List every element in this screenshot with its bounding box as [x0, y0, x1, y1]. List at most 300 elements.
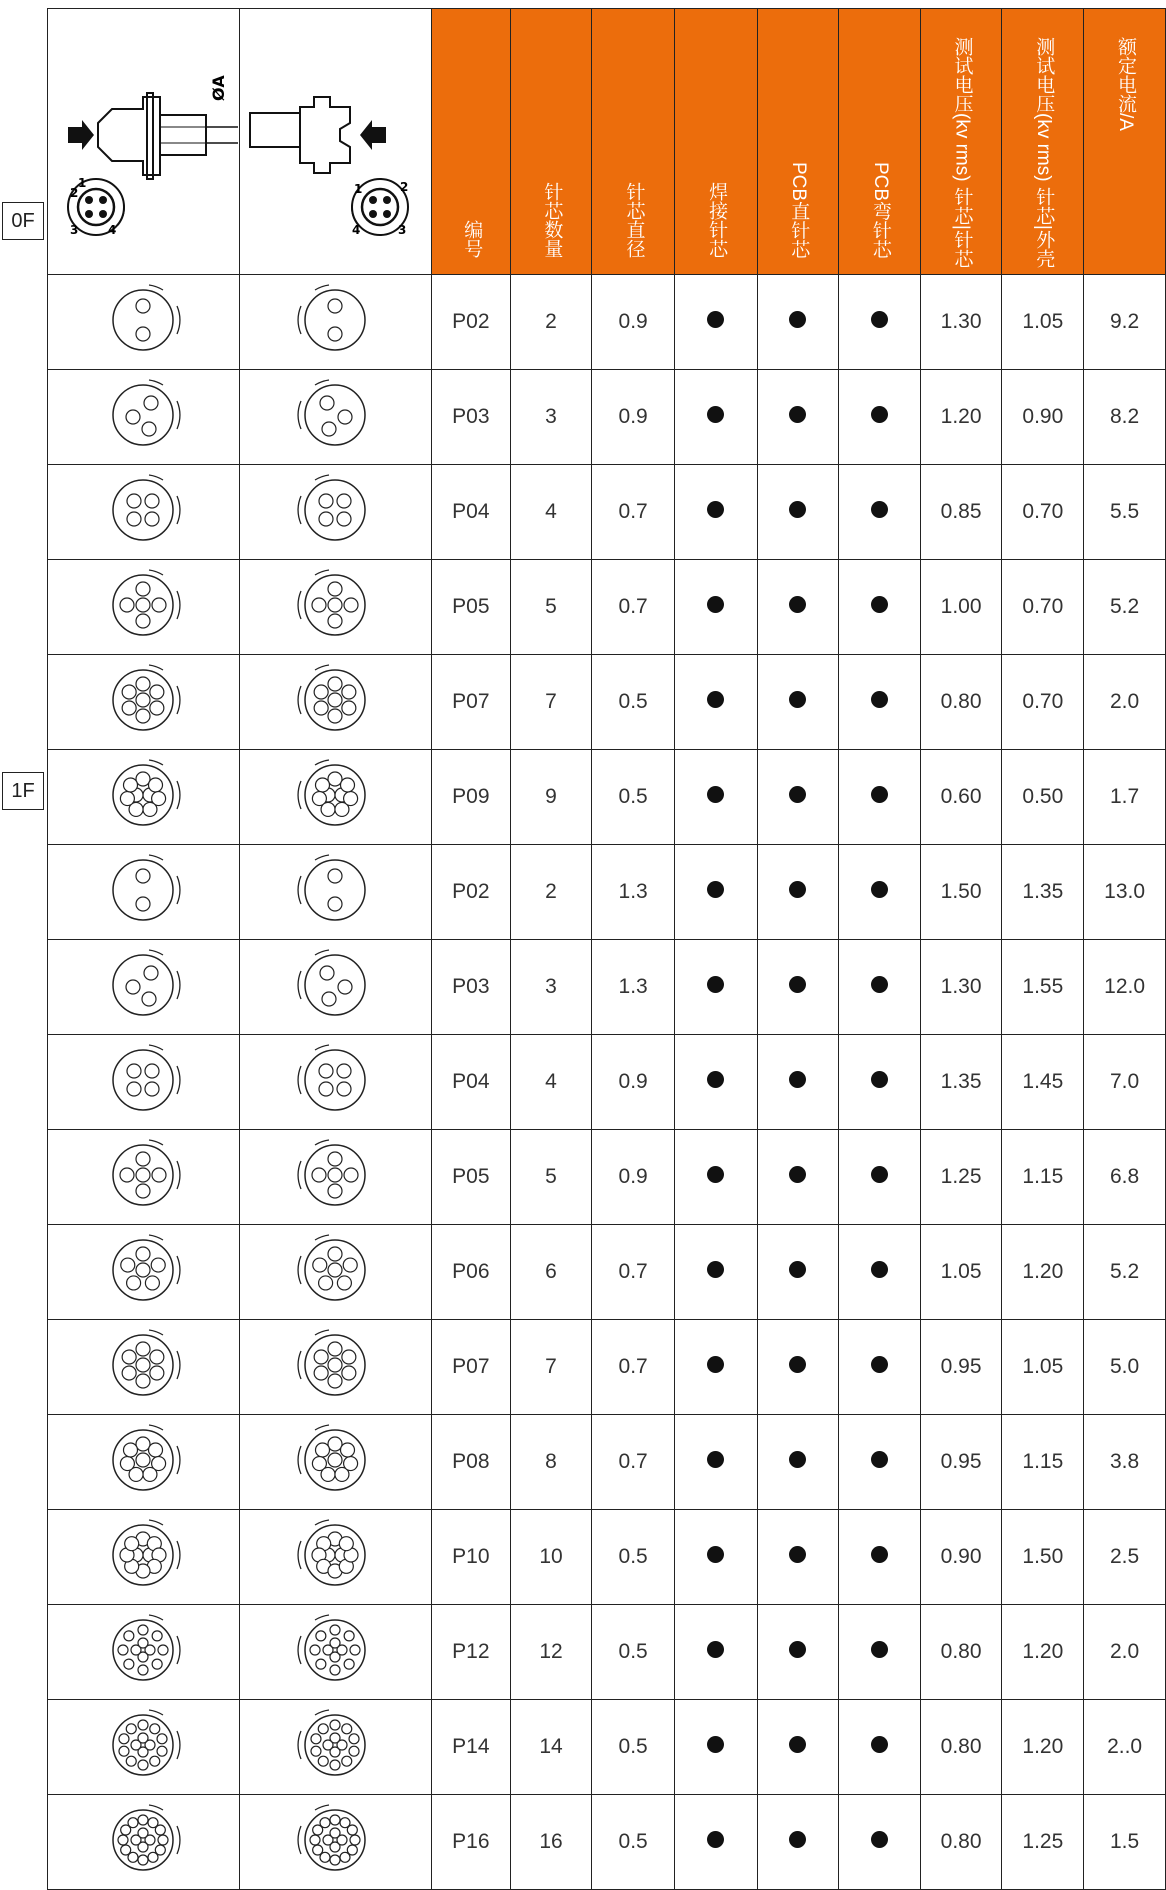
pin-layout-icon: [103, 1325, 183, 1405]
cell-value: 1.30: [940, 309, 982, 333]
male-pin-layout: [48, 274, 240, 369]
cell-solder: [674, 1414, 757, 1509]
female-pin-layout: [239, 1604, 431, 1699]
cell-voltage_pin_shell: [1002, 749, 1084, 844]
cell-code: [431, 1509, 510, 1604]
cell-solder: [674, 1319, 757, 1414]
cell-voltage_pin_shell: [1002, 844, 1084, 939]
cell-solder: [674, 1699, 757, 1794]
cell-voltage_pin_shell: [1002, 464, 1084, 559]
cell-code: [431, 654, 510, 749]
pin-layout-icon: [103, 565, 183, 645]
availability-dot: [707, 1356, 724, 1373]
cell-current: [1084, 1604, 1166, 1699]
pin-layout-icon: [295, 1800, 375, 1880]
availability-dot: [789, 1356, 806, 1373]
cell-value: 7: [545, 1354, 557, 1378]
cell-solder: [674, 1034, 757, 1129]
table-row: [48, 1509, 1166, 1604]
cell-value: 0.9: [618, 404, 648, 428]
cell-value: P05: [452, 594, 490, 618]
svg-text:1: 1: [354, 182, 363, 197]
svg-text:2: 2: [400, 180, 409, 195]
header-voltage_pin_pin: [920, 9, 1002, 275]
cell-current: [1084, 1509, 1166, 1604]
cell-pcb_bent: [839, 274, 921, 369]
cell-pcb_straight: [757, 1509, 839, 1604]
cell-current: [1084, 844, 1166, 939]
male-pin-layout: [48, 369, 240, 464]
availability-dot: [789, 596, 806, 613]
svg-text:4: 4: [108, 223, 117, 238]
cell-value: 0.5: [618, 1544, 648, 1568]
cell-pcb_bent: [839, 1699, 921, 1794]
male-pin-layout: [48, 844, 240, 939]
availability-dot: [707, 1641, 724, 1658]
cell-value: 5: [545, 1164, 557, 1188]
pin-layout-icon: [103, 945, 183, 1025]
table-row: [48, 369, 1166, 464]
cell-pcb_straight: [757, 369, 839, 464]
availability-dot: [871, 1261, 888, 1278]
cell-value: P07: [452, 1354, 490, 1378]
availability-dot: [871, 691, 888, 708]
cell-value: 2.0: [1109, 689, 1140, 713]
cell-value: 0.7: [618, 1259, 648, 1283]
svg-text:4: 4: [352, 223, 361, 238]
cell-diameter: [592, 844, 675, 939]
cell-pcb_straight: [757, 1034, 839, 1129]
pin-layout-icon: [295, 1515, 375, 1595]
cell-voltage_pin_pin: [920, 1224, 1002, 1319]
cell-value: 1.50: [1022, 1544, 1064, 1568]
cell-value: P10: [452, 1544, 490, 1568]
availability-dot: [707, 786, 724, 803]
cell-value: 1.55: [1022, 974, 1064, 998]
cell-value: P03: [452, 404, 490, 428]
availability-dot: [707, 1546, 724, 1563]
cell-code: [431, 1699, 510, 1794]
cell-diameter: [592, 464, 675, 559]
cell-value: 9: [545, 784, 557, 808]
availability-dot: [871, 1831, 888, 1848]
cell-code: [431, 1034, 510, 1129]
cell-value: P04: [452, 499, 490, 523]
pin-layout-icon: [103, 1705, 183, 1785]
cell-code: [431, 749, 510, 844]
svg-text:2: 2: [70, 186, 79, 201]
pin-layout-icon: [103, 850, 183, 930]
availability-dot: [789, 1641, 806, 1658]
cell-code: [431, 1224, 510, 1319]
cell-solder: [674, 1224, 757, 1319]
cell-voltage_pin_shell: [1002, 369, 1084, 464]
cell-diameter: [592, 939, 675, 1034]
availability-dot: [707, 311, 724, 328]
cell-value: 7: [545, 689, 557, 713]
cell-solder: [674, 1604, 757, 1699]
female-pin-layout: [239, 939, 431, 1034]
male-pin-layout: [48, 1414, 240, 1509]
cell-value: 6.8: [1109, 1164, 1140, 1188]
cell-current: [1084, 939, 1166, 1034]
table-row: [48, 654, 1166, 749]
cell-pins: [510, 1604, 592, 1699]
availability-dot: [707, 881, 724, 898]
cell-value: 1.15: [1022, 1164, 1064, 1188]
cell-value: 1.15: [1022, 1449, 1064, 1473]
cell-voltage_pin_pin: [920, 939, 1002, 1034]
pin-layout-icon: [295, 850, 375, 930]
table-row: [48, 274, 1166, 369]
cell-solder: [674, 369, 757, 464]
cell-pins: [510, 1034, 592, 1129]
cell-pins: [510, 654, 592, 749]
cell-voltage_pin_shell: [1002, 1699, 1084, 1794]
header-code: [431, 9, 510, 275]
availability-dot: [707, 596, 724, 613]
cell-value: 0.85: [940, 499, 982, 523]
cell-voltage_pin_pin: [920, 1414, 1002, 1509]
availability-dot: [707, 691, 724, 708]
cell-value: 0.5: [618, 1829, 648, 1853]
cell-voltage_pin_pin: [920, 844, 1002, 939]
cell-diameter: [592, 1509, 675, 1604]
female-pin-layout: [239, 1129, 431, 1224]
male-connector-drawing: [48, 9, 240, 275]
cell-pcb_bent: [839, 654, 921, 749]
availability-dot: [871, 881, 888, 898]
cell-value: 7.0: [1109, 1069, 1140, 1093]
male-pin-layout: [48, 749, 240, 844]
pin-layout-icon: [295, 660, 375, 740]
availability-dot: [789, 406, 806, 423]
table-row: [48, 1604, 1166, 1699]
cell-value: 0.7: [618, 1449, 648, 1473]
cell-value: 0.80: [940, 1829, 982, 1853]
cell-value: 1.00: [940, 594, 982, 618]
female-pin-layout: [239, 749, 431, 844]
cell-pins: [510, 749, 592, 844]
cell-code: [431, 1414, 510, 1509]
cell-value: 0.5: [618, 784, 648, 808]
cell-value: 12.0: [1104, 974, 1146, 998]
cell-pcb_bent: [839, 464, 921, 559]
header-pcb_bent: [839, 9, 921, 275]
availability-dot: [707, 1071, 724, 1088]
availability-dot: [871, 1641, 888, 1658]
female-socket-diagram-icon: [240, 27, 430, 251]
cell-pcb_bent: [839, 844, 921, 939]
cell-pins: [510, 1224, 592, 1319]
cell-pins: [510, 1794, 592, 1889]
table-body: [48, 274, 1166, 1889]
table-row: [48, 1699, 1166, 1794]
cell-diameter: [592, 369, 675, 464]
diameter-mark: ØA: [209, 75, 229, 102]
cell-pins: [510, 464, 592, 559]
cell-value: 1.25: [1022, 1829, 1064, 1853]
cell-value: P02: [452, 309, 490, 333]
header-label: 额定电流/A: [1114, 37, 1136, 131]
cell-value: 8: [545, 1449, 557, 1473]
cell-value: 1.05: [1022, 1354, 1064, 1378]
header-voltage_pin_shell: [1002, 9, 1084, 275]
female-pin-layout: [239, 654, 431, 749]
cell-value: 1.5: [1109, 1829, 1140, 1853]
cell-current: [1084, 1034, 1166, 1129]
pin-layout-icon: [295, 1420, 375, 1500]
header-pins: [510, 9, 592, 275]
header-label: 针芯数量: [541, 181, 563, 258]
cell-value: 1.50: [940, 879, 982, 903]
female-pin-layout: [239, 1034, 431, 1129]
header-label: 测试电压(kv rms) 针芯|针芯: [951, 37, 973, 268]
cell-diameter: [592, 1604, 675, 1699]
cell-value: 16: [539, 1829, 563, 1853]
cell-voltage_pin_shell: [1002, 939, 1084, 1034]
cell-pcb_straight: [757, 1699, 839, 1794]
cell-value: 9.2: [1109, 309, 1140, 333]
cell-pcb_bent: [839, 559, 921, 654]
cell-value: 0.5: [618, 1639, 648, 1663]
cell-current: [1084, 1414, 1166, 1509]
cell-voltage_pin_pin: [920, 1129, 1002, 1224]
cell-value: 0.9: [618, 1069, 648, 1093]
cell-value: 0.7: [618, 1354, 648, 1378]
cell-code: [431, 1129, 510, 1224]
cell-value: 0.7: [618, 499, 648, 523]
table-row: [48, 939, 1166, 1034]
male-pin-layout: [48, 1604, 240, 1699]
cell-value: P04: [452, 1069, 490, 1093]
availability-dot: [871, 786, 888, 803]
cell-value: 3: [545, 974, 557, 998]
cell-voltage_pin_pin: [920, 1604, 1002, 1699]
cell-value: 2.0: [1109, 1639, 1140, 1663]
availability-dot: [707, 1736, 724, 1753]
cell-current: [1084, 1699, 1166, 1794]
availability-dot: [789, 1831, 806, 1848]
cell-value: P06: [452, 1259, 490, 1283]
table-row: [48, 1224, 1166, 1319]
cell-voltage_pin_shell: [1002, 1319, 1084, 1414]
cell-value: 0.70: [1022, 499, 1064, 523]
cell-current: [1084, 1224, 1166, 1319]
cell-value: P03: [452, 974, 490, 998]
cell-code: [431, 939, 510, 1034]
cell-diameter: [592, 1414, 675, 1509]
cell-pcb_straight: [757, 939, 839, 1034]
series-label-0f: 0F: [2, 202, 44, 240]
cell-voltage_pin_shell: [1002, 1224, 1084, 1319]
cell-code: [431, 559, 510, 654]
header-label: 测试电压(kv rms) 针芯|外壳: [1033, 37, 1055, 268]
cell-pcb_bent: [839, 1034, 921, 1129]
female-pin-layout: [239, 1509, 431, 1604]
availability-dot: [789, 881, 806, 898]
male-pin-layout: [48, 1509, 240, 1604]
cell-pins: [510, 1699, 592, 1794]
female-connector-drawing: [239, 9, 431, 275]
cell-value: 1.35: [940, 1069, 982, 1093]
cell-code: [431, 844, 510, 939]
cell-code: [431, 274, 510, 369]
cell-value: 0.70: [1022, 689, 1064, 713]
cell-diameter: [592, 1224, 675, 1319]
cell-pcb_bent: [839, 1224, 921, 1319]
pin-layout-icon: [103, 1040, 183, 1120]
cell-solder: [674, 749, 757, 844]
cell-diameter: [592, 1699, 675, 1794]
cell-pins: [510, 1414, 592, 1509]
pin-layout-icon: [103, 280, 183, 360]
pin-layout-icon: [295, 1135, 375, 1215]
cell-diameter: [592, 274, 675, 369]
cell-pcb_bent: [839, 369, 921, 464]
table-row: [48, 1319, 1166, 1414]
cell-value: 0.60: [940, 784, 982, 808]
header-label: 焊接针芯: [706, 181, 728, 258]
header-current: [1084, 9, 1166, 275]
header-row: [48, 9, 1166, 275]
cell-value: 5.5: [1109, 499, 1140, 523]
male-pin-layout: [48, 1319, 240, 1414]
male-plug-diagram-icon: [48, 27, 238, 251]
availability-dot: [789, 1261, 806, 1278]
cell-value: 1.3: [618, 974, 648, 998]
cell-value: 1.35: [1022, 879, 1064, 903]
cell-pcb_straight: [757, 1794, 839, 1889]
cell-pcb_bent: [839, 939, 921, 1034]
female-pin-layout: [239, 1414, 431, 1509]
cell-voltage_pin_shell: [1002, 1604, 1084, 1699]
cell-value: 0.7: [618, 594, 648, 618]
cell-value: 0.80: [940, 1734, 982, 1758]
cell-value: P02: [452, 879, 490, 903]
table-row: [48, 1794, 1166, 1889]
cell-pcb_straight: [757, 1129, 839, 1224]
cell-value: P12: [452, 1639, 490, 1663]
cell-value: 8.2: [1109, 404, 1140, 428]
cell-value: P14: [452, 1734, 490, 1758]
cell-diameter: [592, 749, 675, 844]
female-pin-layout: [239, 369, 431, 464]
male-pin-layout: [48, 1699, 240, 1794]
female-pin-layout: [239, 1794, 431, 1889]
pin-layout-icon: [295, 565, 375, 645]
cell-value: 5.0: [1109, 1354, 1140, 1378]
header-label: PCB直针芯: [788, 161, 810, 258]
pin-layout-icon: [103, 1610, 183, 1690]
cell-voltage_pin_shell: [1002, 274, 1084, 369]
availability-dot: [871, 311, 888, 328]
cell-value: 1.20: [1022, 1639, 1064, 1663]
cell-voltage_pin_shell: [1002, 1794, 1084, 1889]
cell-value: 1.30: [940, 974, 982, 998]
cell-current: [1084, 464, 1166, 559]
cell-pcb_straight: [757, 844, 839, 939]
cell-value: P08: [452, 1449, 490, 1473]
availability-dot: [789, 1451, 806, 1468]
cell-value: 0.9: [618, 309, 648, 333]
cell-diameter: [592, 559, 675, 654]
cell-value: 2.5: [1109, 1544, 1140, 1568]
cell-pcb_straight: [757, 559, 839, 654]
female-pin-layout: [239, 274, 431, 369]
cell-value: 5.2: [1109, 594, 1140, 618]
male-pin-layout: [48, 654, 240, 749]
cell-value: 1.20: [1022, 1734, 1064, 1758]
cell-pcb_bent: [839, 1414, 921, 1509]
cell-solder: [674, 559, 757, 654]
availability-dot: [789, 976, 806, 993]
availability-dot: [789, 311, 806, 328]
cell-pcb_bent: [839, 749, 921, 844]
cell-pcb_bent: [839, 1509, 921, 1604]
cell-pins: [510, 1129, 592, 1224]
availability-dot: [871, 501, 888, 518]
cell-pcb_straight: [757, 749, 839, 844]
cell-value: 1.20: [940, 404, 982, 428]
cell-value: 10: [539, 1544, 563, 1568]
cell-value: 0.95: [940, 1354, 982, 1378]
male-pin-layout: [48, 464, 240, 559]
female-pin-layout: [239, 1319, 431, 1414]
cell-value: P07: [452, 689, 490, 713]
female-pin-layout: [239, 1699, 431, 1794]
cell-value: 1.3: [618, 879, 648, 903]
cell-diameter: [592, 1034, 675, 1129]
female-pin-layout: [239, 844, 431, 939]
cell-pcb_straight: [757, 654, 839, 749]
cell-current: [1084, 1319, 1166, 1414]
male-pin-layout: [48, 559, 240, 654]
cell-value: 2..0: [1107, 1734, 1143, 1758]
availability-dot: [789, 691, 806, 708]
cell-value: 5: [545, 594, 557, 618]
cell-value: 0.80: [940, 689, 982, 713]
cell-pcb_straight: [757, 1414, 839, 1509]
availability-dot: [871, 1071, 888, 1088]
pin-layout-icon: [295, 280, 375, 360]
pin-layout-icon: [295, 375, 375, 455]
availability-dot: [707, 1166, 724, 1183]
cell-pcb_bent: [839, 1129, 921, 1224]
pin-layout-icon: [103, 1515, 183, 1595]
header-solder: [674, 9, 757, 275]
cell-voltage_pin_pin: [920, 1699, 1002, 1794]
pin-layout-icon: [295, 755, 375, 835]
cell-current: [1084, 274, 1166, 369]
cell-value: 3: [545, 404, 557, 428]
cell-value: 3.8: [1109, 1449, 1140, 1473]
pin-layout-icon: [295, 1325, 375, 1405]
header-label: 编号: [461, 219, 483, 258]
table-row: [48, 1129, 1166, 1224]
header-label: 针芯直径: [623, 181, 645, 258]
table-row: [48, 559, 1166, 654]
cell-pins: [510, 1319, 592, 1414]
male-pin-layout: [48, 1129, 240, 1224]
cell-pcb_straight: [757, 1319, 839, 1414]
cell-current: [1084, 749, 1166, 844]
cell-value: 4: [545, 499, 557, 523]
pin-layout-icon: [295, 1705, 375, 1785]
cell-voltage_pin_shell: [1002, 1414, 1084, 1509]
cell-code: [431, 1319, 510, 1414]
cell-current: [1084, 1794, 1166, 1889]
